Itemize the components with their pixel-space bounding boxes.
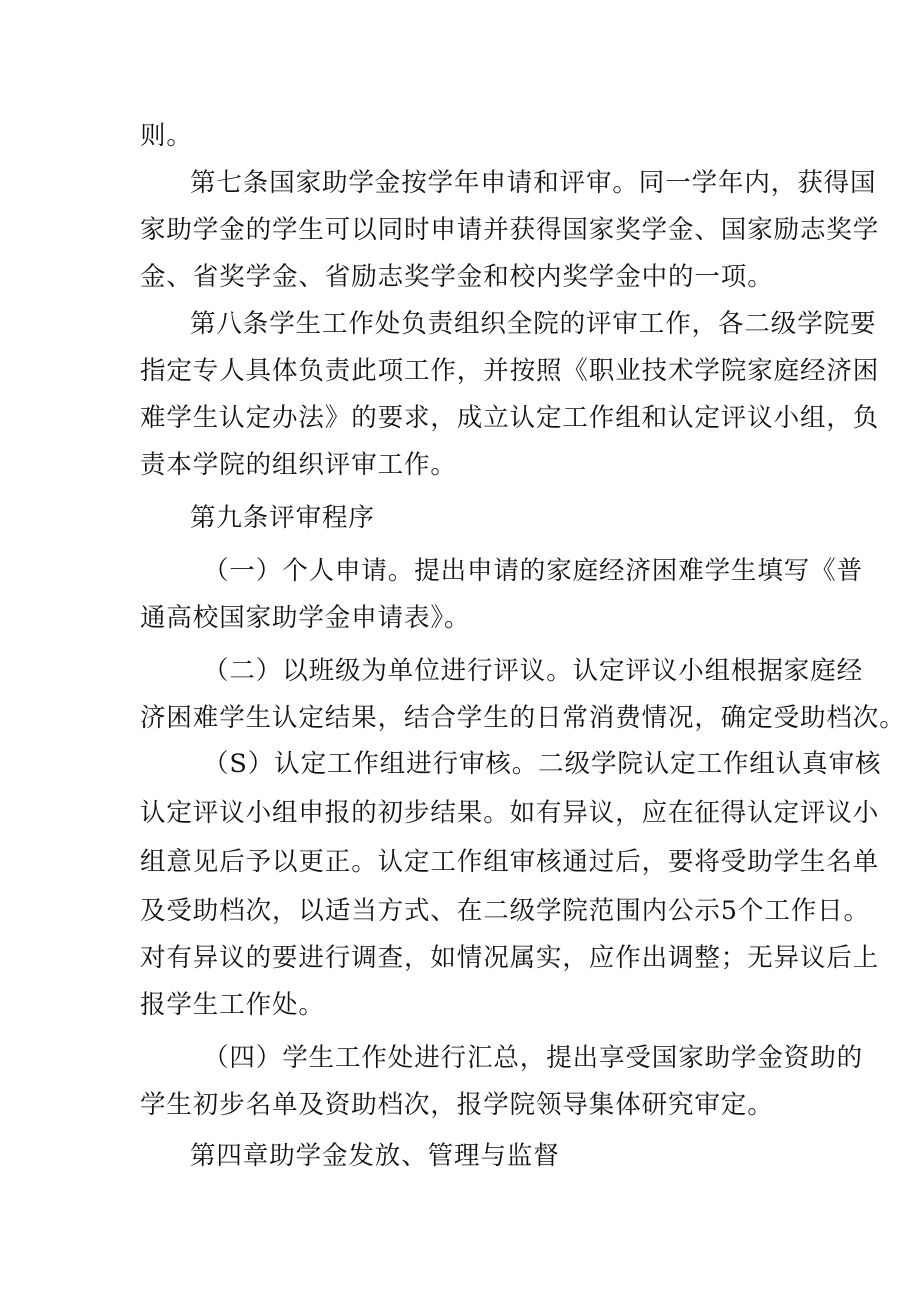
section-heading: 第九条评审程序 [190,503,375,533]
text-line: （S）认定工作组进行审核。二级学院认定工作组认真审核 [203,749,882,779]
text-line: 则。 [140,121,193,151]
text-line: 及受助档次，以适当方式、在二级学院范围内公示5个工作日。 [140,896,870,926]
text-line: 对有异议的要进行调查，如情况属实，应作出调整；无异议后上 [140,943,880,973]
chapter-heading: 第四章助学金发放、管理与监督 [190,1141,560,1171]
text-line: （二）以班级为单位进行评议。认定评议小组根据家庭经 [203,656,864,686]
text-line: 指定专人具体负责此项工作，并按照《职业技术学院家庭经济困 [140,356,880,386]
text-line: 认定评议小组申报的初步结果。如有异议，应在征得认定评议小 [140,798,880,828]
text-line: 第七条国家助学金按学年申请和评审。同一学年内，获得国 [190,168,877,198]
text-line: 难学生认定办法》的要求，成立认定工作组和认定评议小组，负 [140,403,880,433]
text-line: 第八条学生工作处负责组织全院的评审工作，各二级学院要 [190,309,877,339]
text-line: 家助学金的学生可以同时申请并获得国家奖学金、国家励志奖学 [140,215,880,245]
text-line: 组意见后予以更正。认定工作组审核通过后，要将受助学生名单 [140,847,880,877]
text-line: （四）学生工作处进行汇总，提出享受国家助学金资助的 [203,1043,864,1073]
text-line: 通高校国家助学金申请表》。 [140,603,471,633]
text-line: 报学生工作处。 [140,990,325,1020]
text-line: （一）个人申请。提出申请的家庭经济困难学生填写《普 [203,556,864,586]
text-line: 责本学院的组织评审工作。 [140,450,457,480]
text-line: 学生初步名单及资助档次，报学院领导集体研究审定。 [140,1090,774,1120]
text-line: 金、省奖学金、省励志奖学金和校内奖学金中的一项。 [140,262,774,292]
text-line: 济困难学生认定结果，结合学生的日常消费情况，确定受助档次。 [140,703,906,733]
